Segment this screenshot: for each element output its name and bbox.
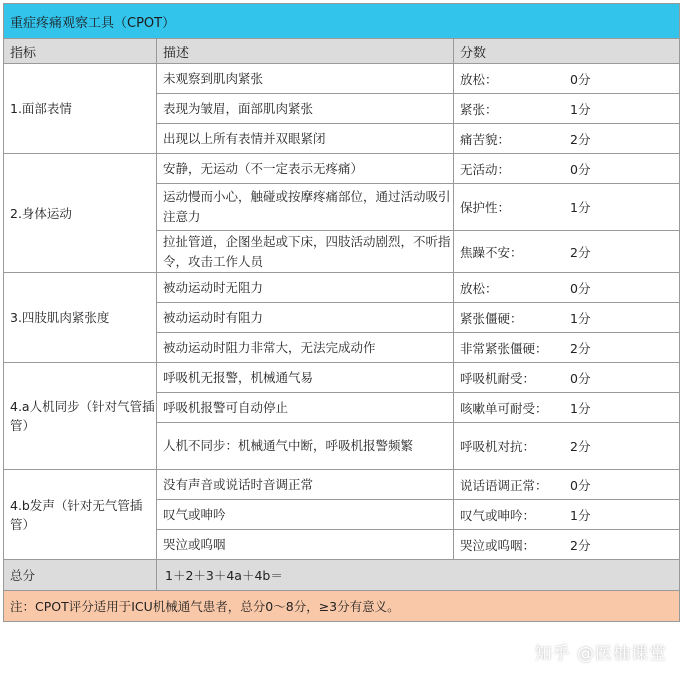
- note-row: [4, 591, 680, 622]
- header-description: 描述: [157, 39, 454, 64]
- item-description: 呼吸机无报警，机械通气易: [157, 363, 454, 393]
- item-score: [454, 64, 680, 94]
- score-label: 焦躁不安：: [460, 244, 523, 260]
- score-value: 0分: [570, 161, 591, 177]
- score-label: 哭泣或呜咽：: [460, 537, 536, 553]
- item-score: [454, 470, 680, 500]
- title-row: [4, 4, 680, 39]
- item-description: 没有声音或说话时音调正常: [157, 470, 454, 500]
- item-score: [454, 273, 680, 303]
- score-value: 1分: [570, 200, 591, 215]
- score-value: 1分: [570, 310, 591, 326]
- item-description: 叹气或呻吟: [157, 500, 454, 530]
- score-label: 叹气或呻吟：: [460, 507, 536, 523]
- score-value: 1分: [570, 101, 591, 117]
- score-label: 咳嗽单可耐受：: [460, 400, 548, 416]
- score-value: 1分: [570, 400, 591, 416]
- item-description: 哭泣或呜咽: [157, 530, 454, 560]
- total-formula: 1＋2＋3＋4a＋4b＝: [157, 560, 680, 591]
- item-score: [454, 393, 680, 423]
- item-description: 运动慢而小心，触碰或按摩疼痛部位，通过活动吸引注意力: [157, 184, 454, 231]
- score-value: 0分: [570, 370, 591, 386]
- score-value: 2分: [570, 537, 591, 553]
- score-value: 1分: [570, 507, 591, 523]
- item-description: 出现以上所有表情并双眼紧闭: [157, 124, 454, 154]
- item-score: [454, 154, 680, 184]
- score-value: 0分: [570, 477, 591, 493]
- score-label: 呼吸机对抗：: [460, 439, 536, 454]
- score-label: 痛苦貌：: [460, 131, 511, 147]
- score-label: 保护性：: [460, 200, 511, 215]
- score-value: 0分: [570, 280, 591, 296]
- table-row: [4, 64, 680, 94]
- item-description: 表现为皱眉，面部肌肉紧张: [157, 94, 454, 124]
- item-score: [454, 94, 680, 124]
- score-label: 呼吸机耐受：: [460, 370, 536, 386]
- score-label: 紧张僵硬：: [460, 310, 523, 326]
- item-score: [454, 423, 680, 470]
- table-row: [4, 470, 680, 500]
- score-value: 2分: [570, 439, 591, 454]
- item-description: 未观察到肌肉紧张: [157, 64, 454, 94]
- item-score: [454, 184, 680, 231]
- score-label: 放松：: [460, 280, 498, 296]
- indicator-name: 3.四肢肌肉紧张度: [4, 273, 157, 363]
- total-label: 总分: [4, 560, 157, 591]
- score-value: 2分: [570, 244, 591, 260]
- item-score: [454, 530, 680, 560]
- indicator-name: 1.面部表情: [4, 64, 157, 154]
- header-indicator: 指标: [4, 39, 157, 64]
- item-score: [454, 303, 680, 333]
- item-description: 被动运动时无阻力: [157, 273, 454, 303]
- score-label: 紧张：: [460, 101, 498, 117]
- item-score: [454, 333, 680, 363]
- item-score: [454, 363, 680, 393]
- indicator-name: 2.身体运动: [4, 154, 157, 273]
- table-row: [4, 363, 680, 393]
- score-label: 说话语调正常：: [460, 477, 548, 493]
- indicator-name: 4.b发声（针对无气管插管）: [4, 470, 157, 560]
- score-label: 非常紧张僵硬：: [460, 340, 548, 356]
- watermark: 知乎 @医柚课堂: [534, 644, 667, 664]
- header-row: [4, 39, 680, 64]
- score-value: 2分: [570, 131, 591, 147]
- footnote: 注：CPOT评分适用于ICU机械通气患者，总分0～8分，≥3分有意义。: [4, 591, 680, 622]
- score-value: 2分: [570, 340, 591, 356]
- score-label: 放松：: [460, 71, 498, 87]
- indicator-name: 4.a人机同步（针对气管插管）: [4, 363, 157, 470]
- cpot-table: [3, 3, 680, 622]
- item-score: [454, 124, 680, 154]
- total-row: [4, 560, 680, 591]
- item-description: 人机不同步：机械通气中断，呼吸机报警频繁: [157, 423, 454, 470]
- table-row: [4, 154, 680, 184]
- item-description: 拉扯管道，企图坐起或下床，四肢活动剧烈，不听指令，攻击工作人员: [157, 231, 454, 273]
- score-label: 无活动：: [460, 161, 511, 177]
- item-description: 被动运动时有阻力: [157, 303, 454, 333]
- table-row: [4, 273, 680, 303]
- table-title: 重症疼痛观察工具（CPOT）: [4, 4, 680, 39]
- item-score: [454, 500, 680, 530]
- score-value: 0分: [570, 71, 591, 87]
- item-description: 安静，无运动（不一定表示无疼痛）: [157, 154, 454, 184]
- item-description: 呼吸机报警可自动停止: [157, 393, 454, 423]
- item-score: [454, 231, 680, 273]
- item-description: 被动运动时阻力非常大，无法完成动作: [157, 333, 454, 363]
- header-score: 分数: [454, 39, 680, 64]
